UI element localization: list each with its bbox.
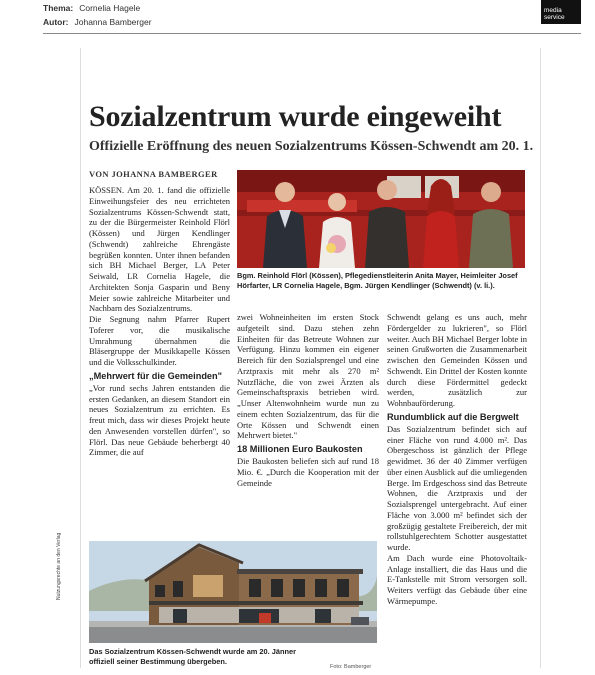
paragraph: Das Sozialzentrum befindet sich auf einer Fläche von rund 4.000 m². Das Obergeschoss ist gänzlich der Pflege gewidmet. 36 der 40 Zimmer verfügen über einen Ausblick auf die umliegenden Berge. Im Erdgeschoss sind das Betreute Wohnen, die Arztpraxis und der Sozialsprengel untergebracht. Auf einer Fläche von 3.000 m² befindet sich der großzügig gestaltete Freibereich, der mit rollstuhlgerechtem Schotter ausgestattet wurde.: [387, 423, 527, 552]
text-column-2: [237, 312, 379, 488]
group-photo: [237, 170, 525, 268]
building-photo-caption: Das Sozialzentrum Kössen-Schwendt wurde am 20. Jänner offiziell seiner Bestimmung übergeben.: [89, 647, 296, 666]
group-photo-image: [237, 170, 525, 268]
paragraph: zwei Wohneinheiten im ersten Stock aufgeteilt sind. Dazu stehen zehn Einheiten für das Betreute Wohnen zur Verfügung. Hinzu kommen ein eigener Bereich für den Sozialsprengel und eine Arztpraxis mit mehr als 270 m² Nutzfläche, die von zwei Ärzten als Gemeinschaftspraxis betrieben wird. „Unser Altenwohnheim wurde nun zu einem echten Sozialzentrum, das für die Orte Kössen und Schwendt einen Mehrwert bietet.": [237, 312, 379, 441]
photo-credit: Foto: Bamberger: [330, 664, 372, 670]
autor-value: Johanna Bamberger: [74, 17, 152, 27]
photo-caption: Bgm. Reinhold Flörl (Kössen), Pflegedienstleiterin Anita Mayer, Heimleiter Josef Hörfarter, LR Cornelia Hagele, Bgm. Jürgen Kendlinger (Schwendt) (v. li.).: [237, 271, 518, 290]
paragraph: „Vor rund sechs Jahren entstanden die ersten Gedanken, an diesem Standort ein neues Sozialzentrum zu errichten. Es freut mich, dass wir dieses Projekt heute den Anwesenden vorstellen dürfen", so Flörl. Das neue Gebäude beherbergt 40 Zimmer, die auf: [89, 382, 230, 458]
page-right-edge: [540, 48, 541, 668]
paragraph: Die Segnung nahm Pfarrer Rupert Toferer vor, die musikalische Umrahmung übernahmen die Bläsergruppe der Musikkapelle Kössen und die Volksschulkinder.: [89, 314, 230, 367]
meta-thema: [43, 3, 140, 13]
meta-autor: [43, 17, 152, 27]
article-subtitle: Offizielle Eröffnung des neuen Sozialzentrums Kössen-Schwendt am 20. 1.: [89, 139, 534, 154]
paragraph: Schwendt gelang es uns auch, mehr Fördergelder zu lukrieren", so Flörl weiter. Auch BH Michael Berger lobte in seinen Grußworten die Zusammenarbeit zwischen den Gemeinden Kössen und Schwendt. Ein Drittel der Kosten konnte durch diese Fördermittel gedeckt werden, zusätzlich zur Wohnbauförderung.: [387, 312, 527, 408]
subheading: Rundumblick auf die Bergwelt: [387, 411, 519, 422]
building-photo: [89, 541, 377, 643]
usage-rights-note: Nutzungsrechte an den Verlag: [56, 532, 62, 600]
thema-value: Cornelia Hagele: [79, 3, 141, 13]
paragraph: KÖSSEN. Am 20. 1. fand die offizielle Einweihungsfeier des neu errichteten Sozialzentrums Kössen-Schwendt statt, zu der die Bürgermeister Reinhold Flörl (Kössen) und Jürgen Kendlinger (Schwendt) zahlreiche Ehrengäste begrüßen konnten. Unter ihnen befanden sich BH Michael Berger, LA Peter Seiwald, LR Cornelia Hagele, die Architekten Sonja Gasparin und Beny Meier sowie zahlreiche Mitarbeiter und Nachbarn des Sozialzentrums.: [89, 185, 230, 314]
page-left-edge: [80, 48, 81, 668]
header-divider: [43, 33, 581, 34]
subheading: „Mehrwert für die Gemeinden": [89, 370, 223, 381]
text-column-3: [387, 312, 527, 607]
thema-label: Thema:: [43, 3, 74, 13]
byline: VON JOHANNA BAMBERGER: [89, 169, 218, 179]
autor-label: Autor:: [43, 17, 69, 27]
paragraph: Am Dach wurde eine Photovoltaik-Anlage installiert, die das Haus und die E-Tankstelle mit Strom versorgen soll. Weiters verfügt das Gebäude über eine Wärmepumpe.: [387, 552, 527, 606]
paragraph: Die Baukosten beliefen sich auf rund 18 Mio. €. „Durch die Kooperation mit der Gemeinde: [237, 456, 379, 488]
text-column-1: [89, 185, 230, 458]
subheading: 18 Millionen Euro Baukosten: [237, 444, 363, 454]
media-service-badge: media service: [541, 0, 581, 24]
building-photo-image: [89, 541, 377, 643]
article-title: Sozialzentrum wurde eingeweiht: [89, 100, 502, 133]
